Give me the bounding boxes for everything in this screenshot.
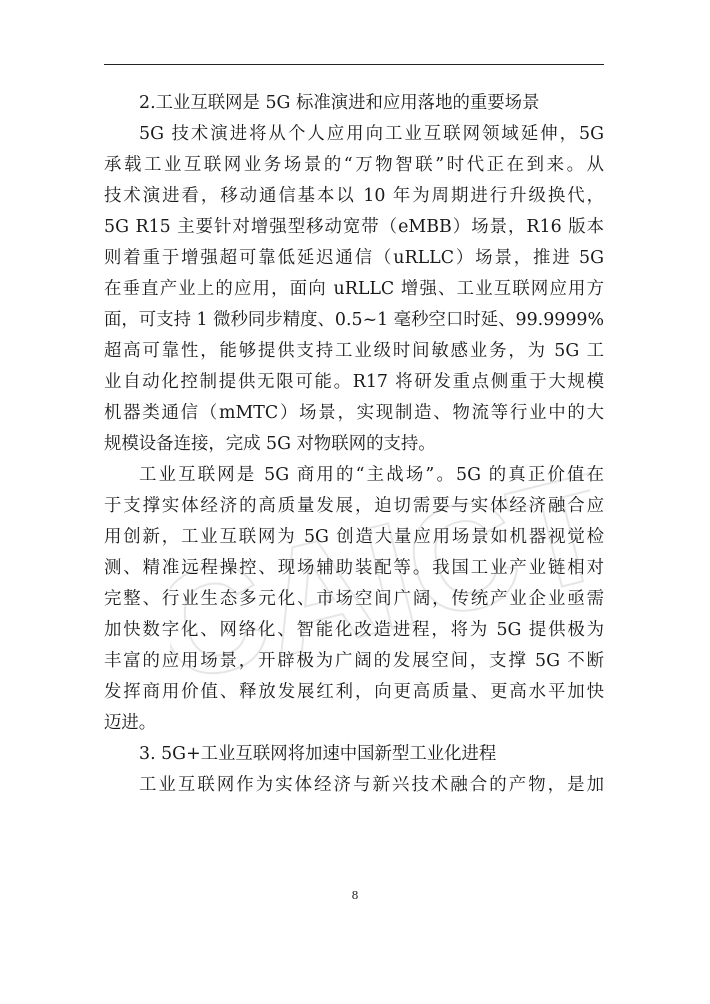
page-number: 8 <box>351 889 359 902</box>
text-line: 承载工业互联网业务场景的“万物智联”时代正在到来。从 <box>104 155 604 175</box>
text-line: 测、精准远程操控、现场辅助装配等。我国工业产业链相对 <box>104 558 604 578</box>
text-line: 工业互联网是 5G 商用的“主战场”。5G 的真正价值在 <box>139 465 604 485</box>
watermark-text: CAICT <box>170 440 590 700</box>
text-line: 完整、行业生态多元化、市场空间广阔，传统产业企业亟需 <box>104 589 604 609</box>
text-line: 5G R15 主要针对增强型移动宽带（eMBB）场景，R16 版本 <box>104 217 604 237</box>
header-rule <box>104 64 604 65</box>
paragraph <box>104 460 604 739</box>
section-heading: 2.工业互联网是 5G 标准演进和应用落地的重要场景 <box>139 93 540 113</box>
text-line: 工业互联网作为实体经济与新兴技术融合的产物，是加 <box>139 775 604 795</box>
text-line: 加快数字化、网络化、智能化改造进程，将为 5G 提供极为 <box>104 620 604 640</box>
text-line: 机器类通信（mMTC）场景，实现制造、物流等行业中的大 <box>104 403 604 423</box>
text-line: 面，可支持 1 微秒同步精度、0.5~1 毫秒空口时延、99.9999% <box>104 310 604 330</box>
text-line: 超高可靠性，能够提供支持工业级时间敏感业务，为 5G 工 <box>104 341 604 361</box>
document-body <box>104 88 604 801</box>
text-line: 5G 技术演进将从个人应用向工业互联网领域延伸，5G <box>139 124 604 144</box>
text-line: 技术演进看，移动通信基本以 10 年为周期进行升级换代， <box>104 186 604 206</box>
text-line: 规模设备连接，完成 5G 对物联网的支持。 <box>104 434 436 454</box>
section-heading: 3. 5G+工业互联网将加速中国新型工业化进程 <box>139 744 497 764</box>
text-line: 则着重于增强超可靠低延迟通信（uRLLC）场景，推进 5G <box>104 248 604 268</box>
paragraph <box>104 770 604 801</box>
text-line: 迈进。 <box>104 713 157 733</box>
text-line: 业自动化控制提供无限可能。R17 将研发重点侧重于大规模 <box>104 372 604 392</box>
text-line: 发挥商用价值、释放发展红利，向更高质量、更高水平加快 <box>104 682 604 702</box>
paragraph <box>104 119 604 460</box>
text-line: 用创新，工业互联网为 5G 创造大量应用场景如机器视觉检 <box>104 527 604 547</box>
text-line: 丰富的应用场景，开辟极为广阔的发展空间，支撑 5G 不断 <box>104 651 604 671</box>
text-line: 于支撑实体经济的高质量发展，迫切需要与实体经济融合应 <box>104 496 604 516</box>
text-line: 在垂直产业上的应用，面向 uRLLC 增强、工业互联网应用方 <box>104 279 604 299</box>
